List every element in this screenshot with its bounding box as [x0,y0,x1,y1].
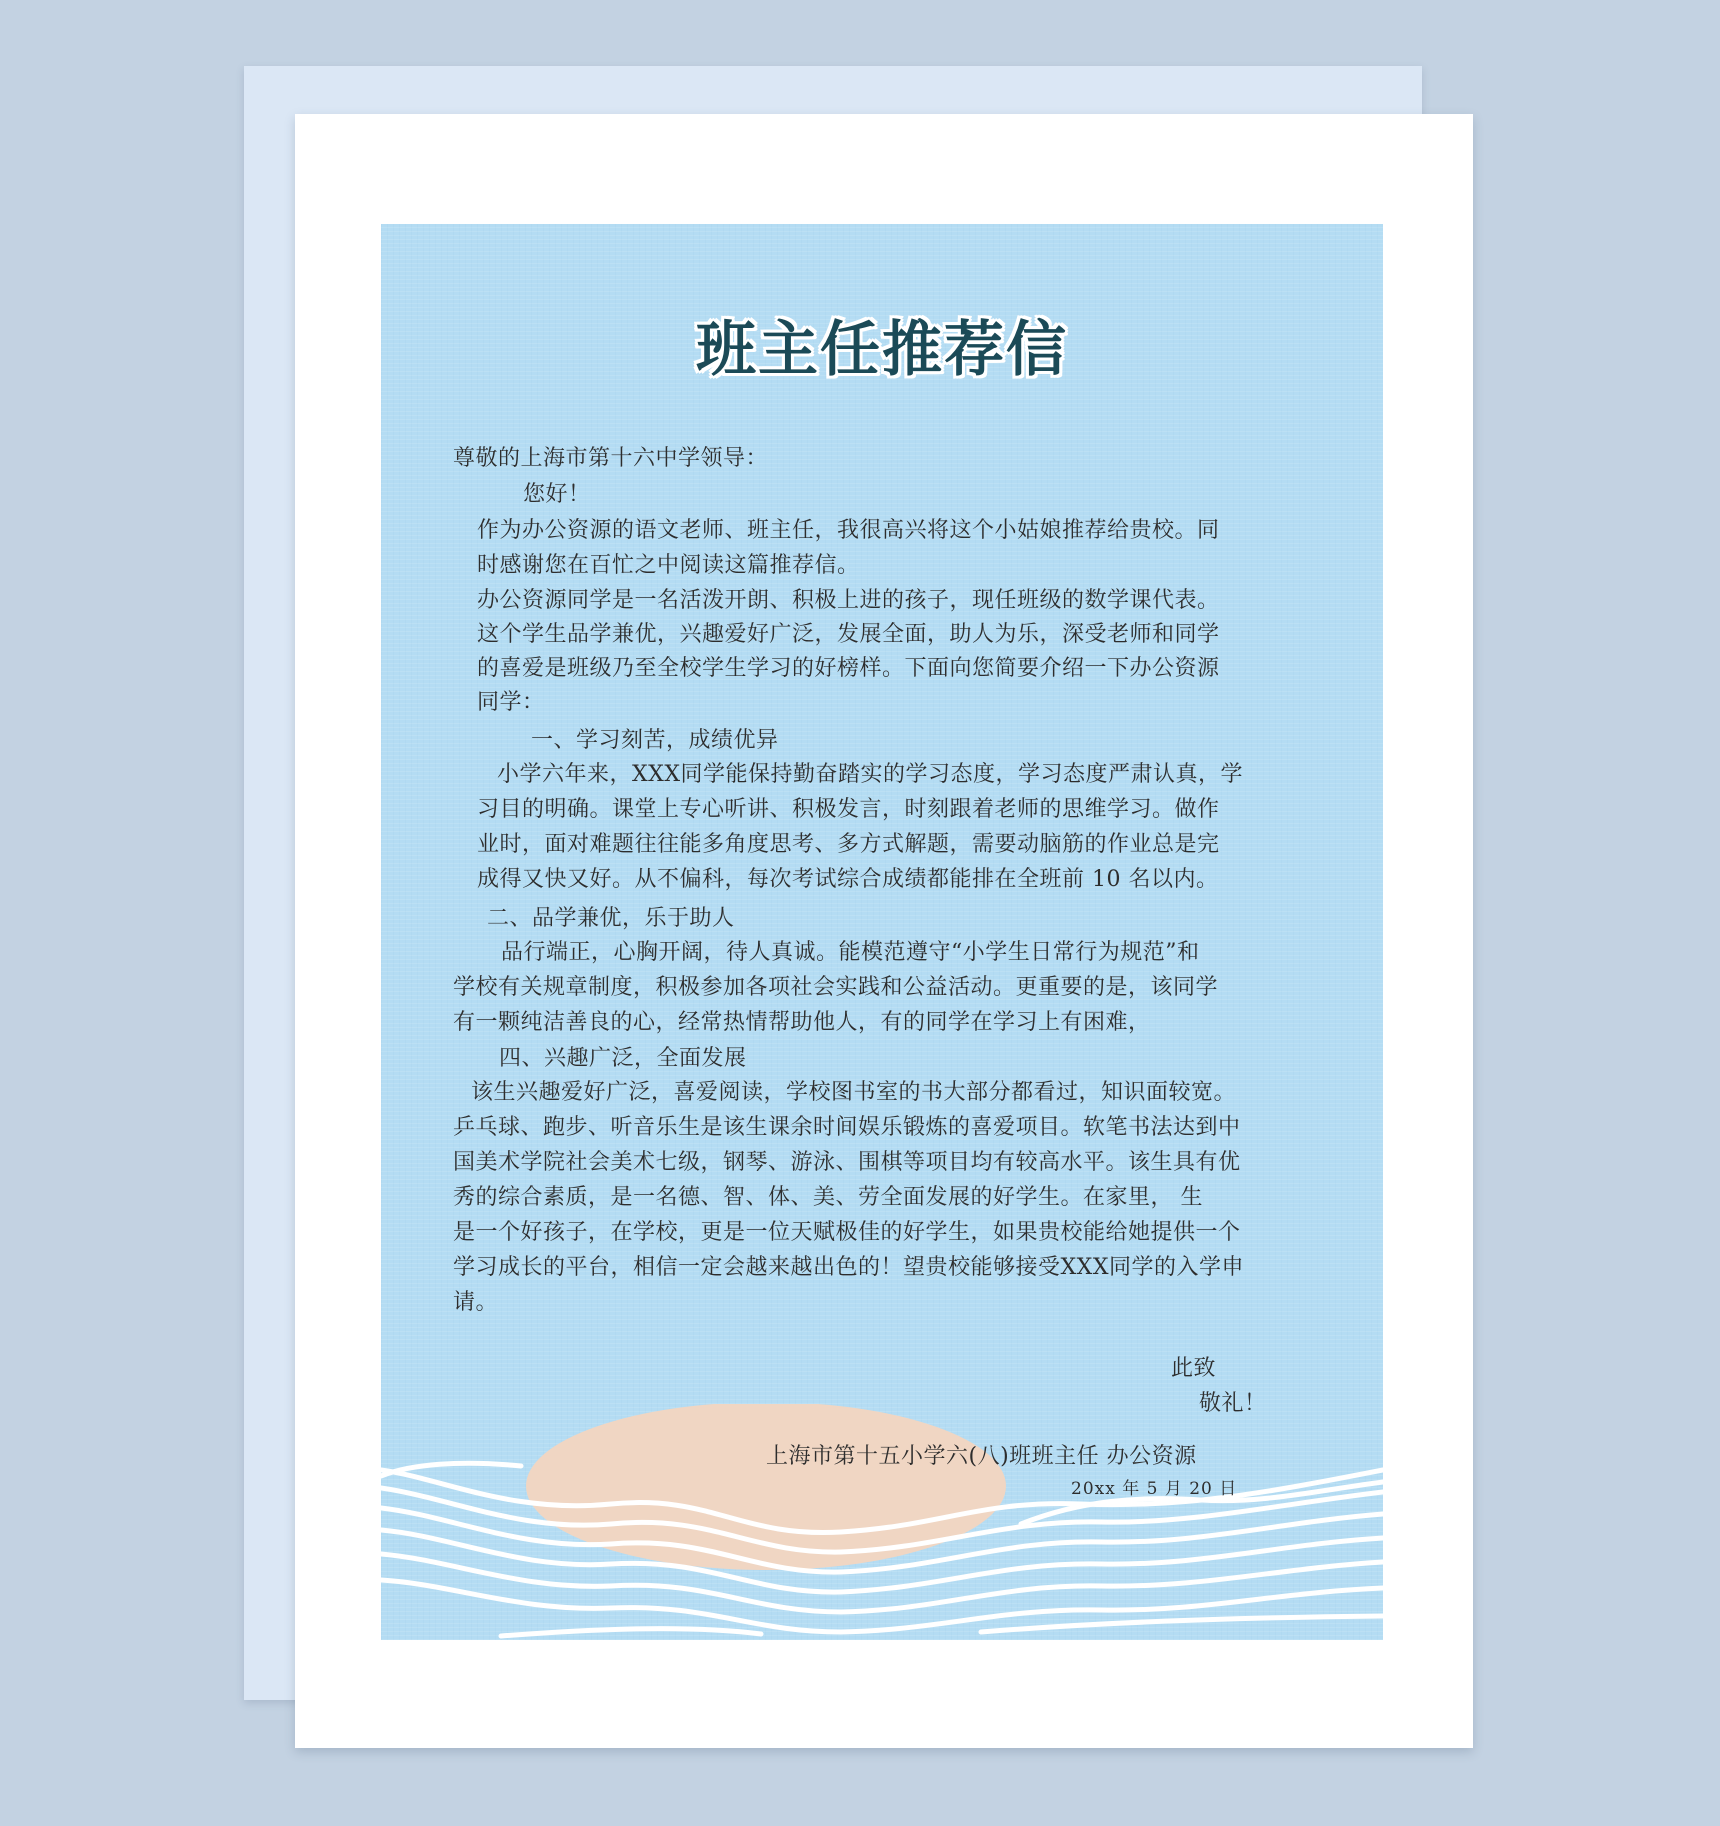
body-line: 的喜爱是班级乃至全校学生学习的好榜样。下面向您简要介绍一下办公资源 [477,656,1220,681]
body-line: 小学六年来，XXX同学能保持勤奋踏实的学习态度，学习态度严肃认真，学 [497,762,1243,787]
letter-paper [381,224,1383,1640]
body-line: 是一个好孩子，在学校，更是一位天赋极佳的好学生，如果贵校能给她提供一个 [453,1220,1241,1245]
body-line: 成得又快又好。从不偏科，每次考试综合成绩都能排在全班前 10 名以内。 [477,867,1219,892]
signature: 上海市第十五小学六(八)班班主任 办公资源 [766,1444,1197,1469]
body-line: 品行端正，心胸开阔，待人真诚。能模范遵守“小学生日常行为规范”和 [501,940,1200,965]
body-line: 时感谢您在百忙之中阅读这篇推荐信。 [477,553,860,578]
letter-date: 20xx 年 5 月 20 日 [1071,1479,1238,1499]
wave-line [981,1616,1383,1632]
body-line: 请。 [453,1290,499,1315]
body-line: 国美术学院社会美术七级，钢琴、游泳、围棋等项目均有较高水平。该生具有优 [453,1150,1241,1175]
body-line: 乒乓球、跑步、听音乐生是该生课余时间娱乐锻炼的喜爱项目。软笔书法达到中 [453,1115,1241,1140]
section-heading: 二、品学兼优，乐于助人 [487,906,735,931]
body-line: 有一颗纯洁善良的心，经常热情帮助他人，有的同学在学习上有困难， [453,1010,1151,1035]
closing-line: 敬礼！ [1199,1391,1267,1416]
section-heading: 四、兴趣广泛，全面发展 [499,1046,747,1071]
body-line: 这个学生品学兼优，兴趣爱好广泛，发展全面，助人为乐，深受老师和同学 [477,622,1220,647]
body-line: 办公资源同学是一名活泼开朗、积极上进的孩子，现任班级的数学课代表。 [477,588,1220,613]
body-line: 秀的综合素质，是一名德、智、体、美、劳全面发展的好学生。在家里， 生 [453,1185,1203,1210]
salutation: 您好！ [523,482,591,507]
letter-sheet [295,114,1473,1748]
body-line: 习目的明确。课堂上专心听讲、积极发言，时刻跟着老师的思维学习。做作 [477,797,1220,822]
body-line: 业时，面对难题往往能多角度思考、多方式解题，需要动脑筋的作业总是完 [477,832,1220,857]
letter-title: 班主任推荐信 [696,315,1068,385]
greeting: 尊敬的上海市第十六中学领导： [453,446,769,471]
closing-line: 此致 [1171,1356,1217,1381]
section-heading: 一、学习刻苦，成绩优异 [531,728,779,753]
body-line: 该生兴趣爱好广泛，喜爱阅读，学校图书室的书大部分都看过，知识面较宽。 [471,1080,1237,1105]
body-line: 作为办公资源的语文老师、班主任，我很高兴将这个小姑娘推荐给贵校。同 [477,518,1220,543]
wave-line [501,1629,761,1636]
wave-decoration [381,1404,1383,1640]
body-line: 同学： [477,690,545,715]
body-line: 学校有关规章制度，积极参加各项社会实践和公益活动。更重要的是，该同学 [453,975,1219,1000]
body-line: 学习成长的平台，相信一定会越来越出色的！望贵校能够接受XXX同学的入学申 [453,1255,1244,1280]
